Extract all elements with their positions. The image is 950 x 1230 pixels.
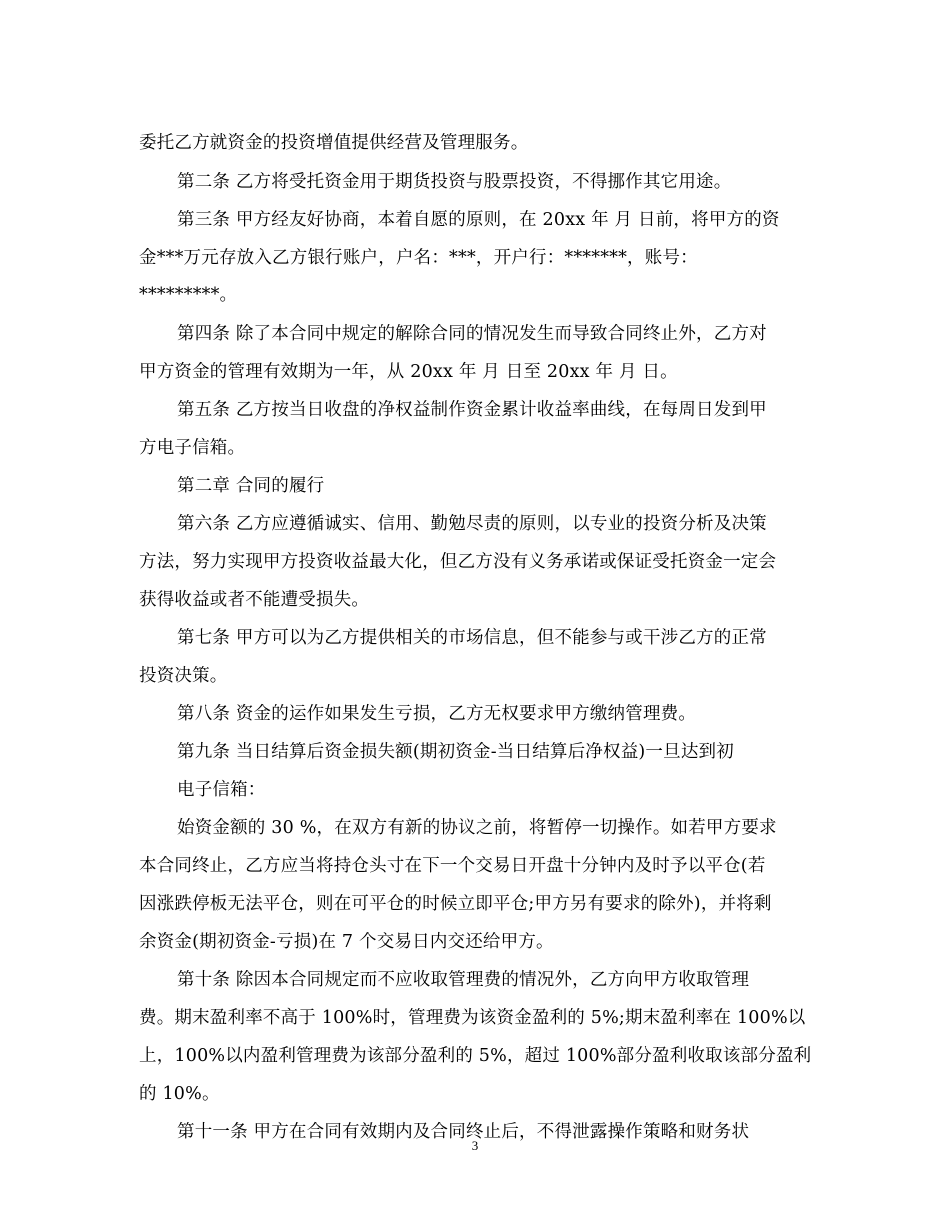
text-line: 第三条 甲方经友好协商，本着自愿的原则，在 20xx 年 月 日前，将甲方的资	[177, 210, 780, 230]
text-line: 本合同终止，乙方应当将持仓头寸在下一个交易日开盘十分钟内及时予以平仓(若	[139, 856, 766, 876]
text-line: 第四条 除了本合同中规定的解除合同的情况发生而导致合同终止外，乙方对	[177, 324, 767, 344]
text-line: 因涨跌停板无法平仓，则在可平仓的时候立即平仓;甲方另有要求的除外)，并将剩	[139, 894, 772, 914]
text-line: *********。	[139, 285, 238, 305]
text-line: 上，100%以内盈利管理费为该部分盈利的 5%，超过 100%部分盈利收取该部分盈利	[139, 1046, 812, 1066]
text-line: 第八条 资金的运作如果发生亏损，乙方无权要求甲方缴纳管理费。	[177, 704, 697, 724]
text-line: 余资金(期初资金-亏损)在 7 个交易日内交还给甲方。	[139, 932, 554, 952]
text-line: 第十条 除因本合同规定而不应收取管理费的情况外，乙方向甲方收取管理	[177, 970, 750, 990]
text-line: 甲方资金的管理有效期为一年，从 20xx 年 月 日至 20xx 年 月 日。	[139, 362, 678, 382]
page-number: 3	[471, 1138, 479, 1153]
text-line: 投资决策。	[139, 666, 228, 686]
text-line: 电子信箱：	[177, 780, 266, 800]
text-line: 第九条 当日结算后资金损失额(期初资金-当日结算后净权益)一旦达到初	[177, 742, 734, 762]
text-line: 第六条 乙方应遵循诚实、信用、勤勉尽责的原则，以专业的投资分析及决策	[177, 514, 767, 534]
text-line: 方电子信箱。	[139, 438, 246, 458]
text-line: 第七条 甲方可以为乙方提供相关的市场信息，但不能参与或干涉乙方的正常	[177, 628, 767, 648]
text-line: 第十一条 甲方在合同有效期内及合同终止后，不得泄露操作策略和财务状	[177, 1122, 750, 1142]
text-line: 第二条 乙方将受托资金用于期货投资与股票投资，不得挪作其它用途。	[177, 172, 732, 192]
text-line: 委托乙方就资金的投资增值提供经营及管理服务。	[139, 133, 529, 153]
text-line: 方法，努力实现甲方投资收益最大化，但乙方没有义务承诺或保证受托资金一定会	[139, 552, 777, 572]
text-line: 第五条 乙方按当日收盘的净权益制作资金累计收益率曲线，在每周日发到甲	[177, 400, 767, 420]
text-line: 费。期末盈利率不高于 100%时，管理费为该资金盈利的 5%;期末盈利率在 100%以	[139, 1008, 806, 1028]
chapter-heading: 第二章 合同的履行	[177, 476, 325, 496]
text-line: 的 10%。	[139, 1084, 220, 1104]
text-line: 始资金额的 30 %，在双方有新的协议之前，将暂停一切操作。如若甲方要求	[177, 818, 777, 838]
text-line: 获得收益或者不能遭受损失。	[139, 590, 370, 610]
text-line: 金***万元存放入乙方银行账户，户名：***，开户行：*******，账号：	[139, 248, 698, 268]
